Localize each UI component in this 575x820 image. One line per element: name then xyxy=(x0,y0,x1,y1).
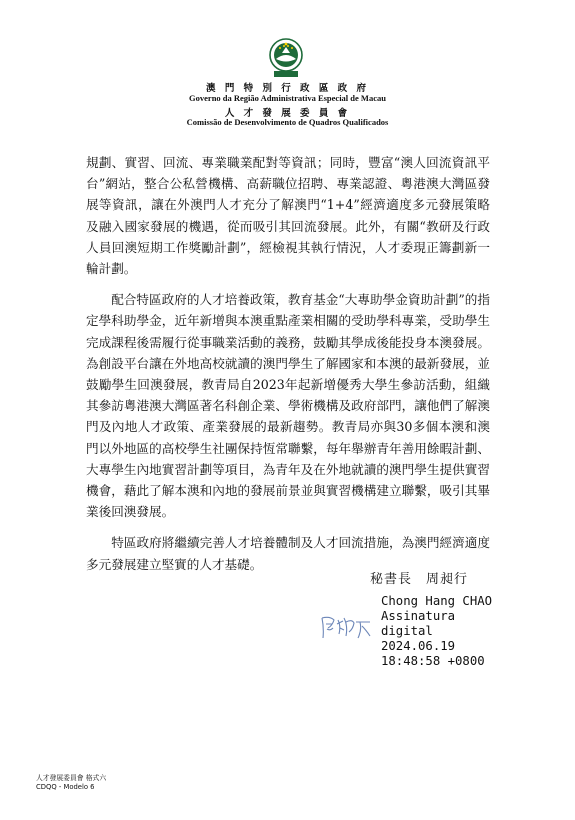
footer-form-code: CDQQ - Modelo 6 xyxy=(36,783,95,791)
form-footer xyxy=(36,774,106,792)
paragraph-1: 規劃、實習、回流、專業職業配對等資訊；同時，豐富“澳人回流資訊平台”網站，整合公私營機構、高薪職位招聘、專業認證、粵港澳大灣區發展等資訊，讓在外澳門人才充分了解澳門“1+4”經濟適度多元發展策略及融入國家發展的機遇，從而吸引其回流發展。此外，有關“教研及行政人員回澳短期工作獎勵計劃”，經檢視其執行情況，人才委現正籌劃新一輪計劃。 xyxy=(86,155,490,277)
header-portuguese-government: Governo da Região Administrativa Especial de Macau xyxy=(189,93,386,103)
header-portuguese-committee: Comissão de Desenvolvimento de Quadros Qualificados xyxy=(186,117,389,127)
paragraph-2: 配合特區政府的人才培養政策，教育基金“大專助學金資助計劃”的指定學科助學金，近年新增與本澳重點產業相關的受助學科專業，受助學生完成課程後需履行從事職業活動的義務，鼓勵其學成後能投身本澳發展。為創設平台讓在外地高校就讀的澳門學生了解國家和本澳的最新發展，並鼓勵學生回澳發展，教青局自2023年起新增優秀大學生參訪活動，組織其參訪粵港澳大灣區著名科創企業、學術機構及政府部門，讓他們了解澳門及內地人才政策、產業發展的最新趨勢。教青局亦與30多個本澳和澳門以外地區的高校學生社團保持恆常聯繫，每年舉辦青年善用餘暇計劃、大專學生內地實習計劃等項目，為青年及在外地就讀的澳門學生提供實習機會，藉此了解本澳和內地的發展前景並與實習機構建立聯繫，吸引其畢業後回澳發展。 xyxy=(86,292,490,520)
macau-emblem-icon xyxy=(262,37,310,79)
header-chinese-committee: 人 才 發 展 委 員 會 xyxy=(224,108,351,119)
footer-form-chinese: 人才發展委員會 格式六 xyxy=(36,774,107,782)
header-chinese-government: 澳 門 特 別 行 政 區 政 府 xyxy=(206,83,369,94)
letter-body xyxy=(86,152,490,585)
digital-signature-block: Chong Hang CHAO Assinatura digital 2024.06.19 18:48:58 +0800 xyxy=(381,594,493,668)
signatory-title: 秘書長 周昶行 xyxy=(370,572,469,587)
handwritten-signature-icon xyxy=(318,612,378,642)
paragraph-3: 特區政府將繼續完善人才培養體制及人才回流措施，為澳門經濟適度多元發展建立堅實的人才基礎。 xyxy=(86,535,490,572)
